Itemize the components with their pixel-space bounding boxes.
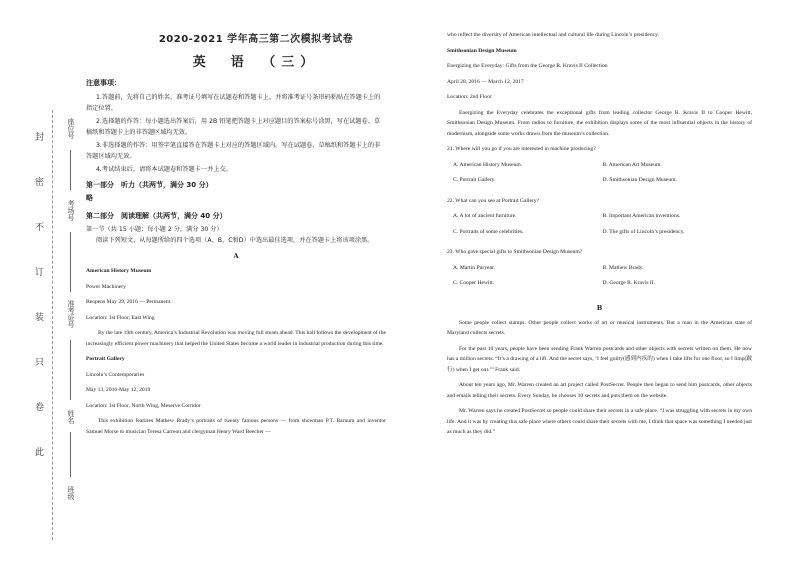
name-line: [70, 432, 71, 477]
question-options: [453, 263, 752, 294]
option: D. George R. Kravis II.: [602, 280, 656, 286]
exhibit-dates: April 28, 2016 — March 12, 2017: [447, 78, 524, 85]
part2-heading: 第二部分 阅读理解（共两节，满分 40 分）: [86, 212, 227, 220]
seal-line: [52, 110, 53, 540]
exam-room-label: 考场号: [67, 200, 75, 221]
option: C. Cooper Hewitt.: [453, 280, 495, 286]
museum-name: American History Museum: [86, 268, 152, 274]
question-options: [453, 211, 752, 242]
exhibit-location: Location: 1st Floor, North Wing, Meserve Corridor: [86, 402, 201, 409]
exhibit-description: By the late 19th century, America’s Industrial Revolution was moving full steam ahead. This hall follows the development of the increasingly efficient power machinery that helped the United States become a world leader in industrial production during this time.: [86, 330, 387, 347]
exhibit-description-continued: who reflect the diversity of American intellectual and cultural life during Lincoln’s presidency.: [447, 32, 659, 38]
seal-char: 封: [35, 133, 45, 143]
passage-a-letter: A: [233, 252, 239, 260]
passage-paragraph: Some people collect stamps. Other people collect works of art or musical instruments. But a man in the American state of Maryland collects secrets.: [447, 319, 752, 336]
admission-number-line: [70, 340, 71, 400]
question-stem: 21. Where will you go if you are interested in machine producing?: [447, 146, 596, 152]
option: B. Important American inventions.: [602, 213, 681, 219]
notice-item: 3.非选择题的作答：用签字笔直接答在答题卡上对应的答题区域内。写在试题卷、草稿纸和答题卡上的非答题区域均无效。: [86, 142, 381, 160]
passage-paragraph: Mr. Warren says he created PostSecret so people could share their secrets in a safe place. “I was struggling with secrets in my own life. And it was by creating this safe place where others could share their secrets with me, I think that space was something I needed just as much as they did.”: [447, 408, 752, 435]
part1-note: 略: [86, 194, 93, 202]
option: B. American Art Museum.: [602, 161, 662, 168]
reading-instructions: 阅读下列短文，从每题所给的四个选项（A、B、C和D）中选出最佳选项，并在答题卡上将该项涂黑。: [96, 237, 374, 244]
admission-number-label: 准考证号: [67, 300, 75, 328]
name-label: 姓名: [67, 410, 75, 424]
museum-name: Portrait Gallery: [86, 356, 125, 362]
option: A. American History Museum.: [453, 161, 523, 168]
notice-item: 4.考试结束后，请将本试题卷和答题卡一并上交。: [96, 166, 232, 173]
seal-char: 装: [35, 313, 45, 323]
exhibit-location: Location: 1st Floor, East Wing: [86, 314, 155, 321]
seal-char: 只: [35, 358, 45, 368]
question-stem: 22. What can you see at Portrait Gallery?: [447, 197, 540, 204]
notice-heading: 注意事项：: [86, 79, 121, 87]
exhibit-description: Energizing the Everyday celebrates the exceptional gifts from leading collector George R. Kravis II to Cooper Hewitt, Smithsonian Design Museum. From radios to furniture, the exhibition displays some of the most influential objects in the history of modernism, alongside some works drawn from the museum’s collection.: [447, 109, 752, 137]
right-column: [447, 30, 752, 443]
exam-room-line: [70, 232, 71, 292]
notice-item: 1.答题前，先将自己的姓名、准考证号填写在试题卷和答题卡上，并将准考证号条形码粘贴在答题卡上的指定位置。: [86, 94, 381, 112]
seal-char: 订: [35, 268, 45, 278]
option: C. Portraits of some celebrities.: [453, 228, 524, 235]
class-label: 班级: [67, 486, 75, 500]
exhibit-name: Energizing the Everyday: Gifts from the George R. Kravis II Collection: [447, 63, 608, 69]
exhibit-dates: Reopens May 29, 2016 — Permanent: [86, 299, 171, 305]
exam-title: 2020-2021 学年高三第二次模拟考试卷: [158, 34, 354, 45]
passage-paragraph: About ten years ago, Mr. Warren created an art project called PostSecret. People then began to send him postcards, other objects and emails telling their secrets. Every Sunday, he chooses 10 secrets and puts them on the website.: [447, 382, 752, 399]
left-column: [86, 30, 386, 442]
subject-title: 英 语 （三）: [192, 55, 320, 70]
option: A. A lot of ancient furniture.: [453, 213, 517, 219]
seal-char: 密: [35, 178, 45, 188]
seat-number-line: [70, 150, 71, 190]
passage-b-letter: B: [596, 303, 603, 312]
exhibit-dates: May 13, 2016-May 12, 2019: [86, 387, 151, 393]
option: D. The gifts of Lincoln’s presidency.: [602, 228, 685, 235]
museum-name: Smithsonian Design Museum: [447, 47, 517, 54]
binding-margin: [0, 0, 80, 562]
seal-char: 卷: [35, 403, 45, 413]
exhibit-name: Power Machinery: [86, 283, 126, 290]
exhibit-name: Lincoln’s Contemporaries: [86, 371, 145, 378]
seat-number-label: 座位号: [67, 118, 75, 139]
seal-char: 不: [35, 223, 45, 233]
seal-char: 此: [35, 448, 45, 458]
question-options: [453, 160, 752, 191]
part1-heading: 第一部分 听力（共两节，满分 30 分）: [86, 181, 213, 189]
option: A. Martin Puryear.: [453, 264, 495, 271]
option: C. Portrait Gallery.: [453, 177, 496, 183]
question-stem: 23. Who gave special gifts to Smithsonian Design Museum?: [447, 249, 583, 255]
section1-heading: 第一节（共 15 小题；每小题 2 分，满分 30 分）: [86, 226, 223, 233]
exhibit-location: Location: 2nd Floor: [447, 94, 492, 100]
exhibit-description: This exhibition features Mathew Brady’s portraits of twenty famous persons — from showman P.T. Barnum and inventor Samuel Morse to musician Teresa Carreon and clergyman Henry Ward Beecher —: [86, 418, 386, 435]
option: D. Smithsonian Design Museum.: [602, 177, 677, 183]
passage-paragraph: For the past 10 years, people have been sending Frank Warren postcards and other objects with secrets written on them. He now has a million secrets. “It’s a drawing of a lift. And the secret says, ‘I feel guilty(感到内疚的) when I take lifts for one floor, so I limp(跛行) when I get out.’” Frank said.: [447, 345, 752, 373]
option: B. Mathew Brady.: [602, 264, 644, 271]
notice-item: 2.选择题的作答：每小题选出答案后，用 2B 铅笔把答题卡上对应题目的答案标号涂黑，写在试题卷、草稿纸和答题卡上的非答题区域均无效。: [86, 118, 381, 136]
